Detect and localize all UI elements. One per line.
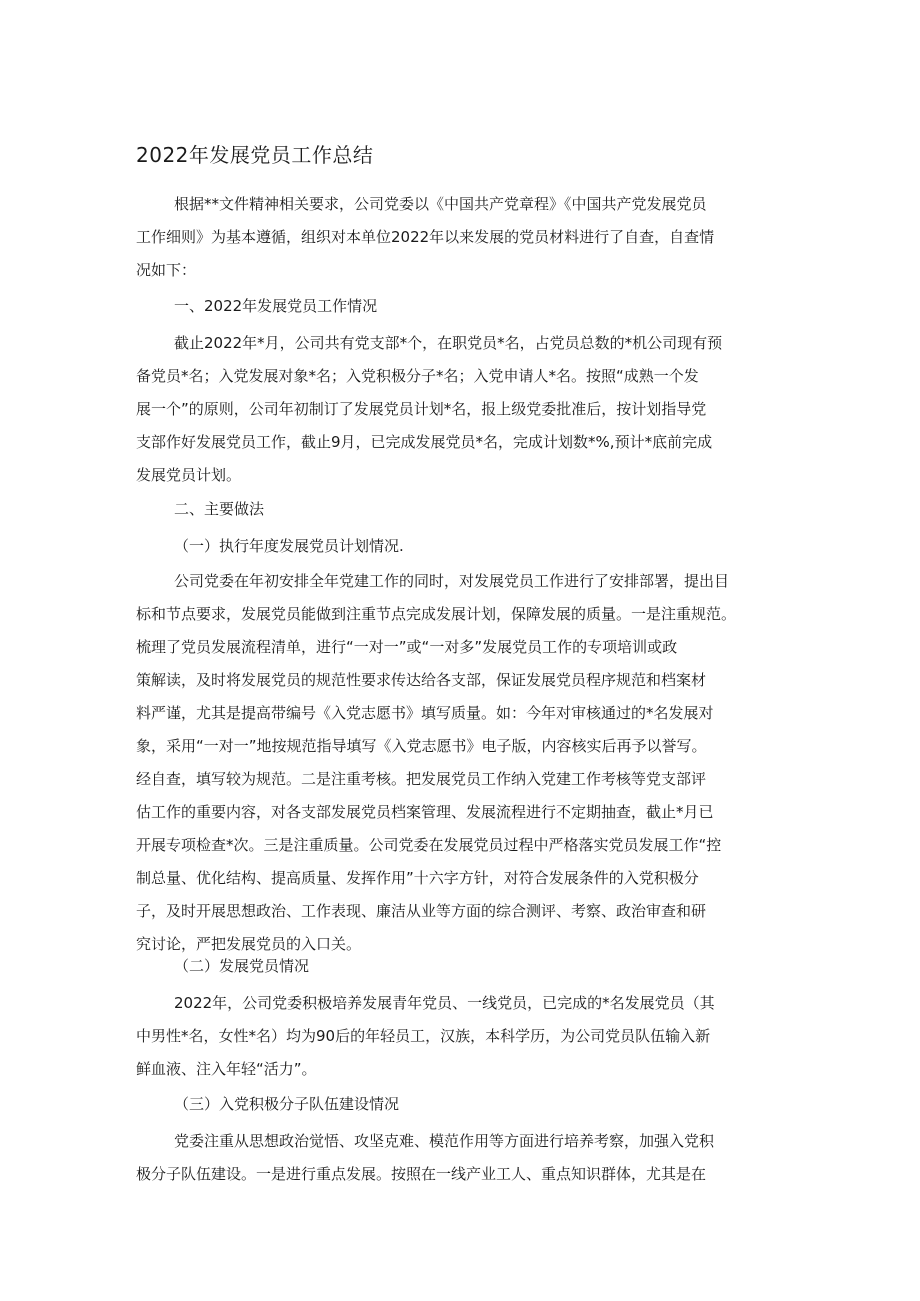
text-line: 鲜血液、注入年轻“活力”。 <box>136 1060 317 1078</box>
section-heading-1 <box>136 290 788 323</box>
text-line: 公司党委在年初安排全年党建工作的同时，对发展党员工作进行了安排部署，提出目 <box>174 572 730 590</box>
paragraph-plan <box>136 565 788 961</box>
text-line: 究讨论，严把发展党员的入口关。 <box>136 935 362 953</box>
paragraph-members <box>136 987 788 1086</box>
text-line: 展一个”的原则，公司年初制订了发展党员计划*名，报上级党委批准后，按计划指导党 <box>136 400 707 418</box>
text-line: 工作细则》为基本遵循，组织对本单位2022年以来发展的党员材料进行了自查，自查情 <box>136 228 715 246</box>
document-title: 2022年发展党员工作总结 <box>136 143 374 167</box>
heading-line: 一、2022年发展党员工作情况 <box>174 297 378 315</box>
text-line: 发展党员计划。 <box>136 466 242 484</box>
text-line: 根据**文件精神相关要求，公司党委以《中国共产党章程》《中国共产党发展党员 <box>174 195 707 213</box>
heading-line: （一）执行年度发展党员计划情况. <box>174 537 404 555</box>
text-line: 经自查，填写较为规范。二是注重考核。把发展党员工作纳入党建工作考核等党支部评 <box>136 770 707 788</box>
text-line: 党委注重从思想政治觉悟、攻坚克难、模范作用等方面进行培养考察，加强入党积 <box>174 1132 715 1150</box>
text-line: 截止2022年*月，公司共有党支部*个，在职党员*名，占党员总数的*机公司现有预 <box>174 334 723 352</box>
text-line: 象，采用“一对一”地按规范指导填写《入党志愿书》电子版，内容核实后再予以誉写。 <box>136 737 707 755</box>
text-line: 开展专项检查*次。三是注重质量。公司党委在发展党员过程中严格落实党员发展工作“控 <box>136 836 722 854</box>
text-line: 子，及时开展思想政治、工作表现、廉洁从业等方面的综合测评、考察、政治审查和研 <box>136 902 707 920</box>
text-line: 2022年，公司党委积极培养发展青年党员、一线党员，已完成的*名发展党员（其 <box>174 994 715 1012</box>
heading-line: 二、主要做法 <box>174 500 265 518</box>
text-line: 极分子队伍建设。一是进行重点发展。按照在一线产业工人、重点知识群体，尤其是在 <box>136 1165 707 1183</box>
paragraph-activists <box>136 1125 788 1191</box>
heading-line: （三）入党积极分子队伍建设情况 <box>174 1095 400 1113</box>
subsection-heading-2 <box>136 950 788 983</box>
subsection-heading-3 <box>136 1088 788 1121</box>
text-line: 制总量、优化结构、提高质量、发挥作用”十六字方针，对符合发展条件的入党积极分 <box>136 869 699 887</box>
text-line: 策解读，及时将发展党员的规范性要求传达给各支部，保证发展党员程序规范和档案材 <box>136 671 707 689</box>
text-line: 料严谨，尤其是提高带编号《入党志愿书》填写质量。如：今年对审核通过的*名发展对 <box>136 704 714 722</box>
text-line: 中男性*名，女性*名）均为90后的年轻员工，汉族，本科学历，为公司党员队伍输入新 <box>136 1027 711 1045</box>
paragraph-intro <box>136 188 788 287</box>
heading-line: （二）发展党员情况 <box>174 957 310 975</box>
section-heading-2 <box>136 493 788 526</box>
paragraph-situation <box>136 327 788 492</box>
text-line: 梳理了党员发展流程清单，进行“一对一”或“一对多”发展党员工作的专项培训或政 <box>136 638 678 656</box>
text-line: 备党员*名；入党发展对象*名；入党积极分子*名；入党申请人*名。按照“成熟一个发 <box>136 367 699 385</box>
text-line: 支部作好发展党员工作，截止9月，已完成发展党员*名，完成计划数*%,预计*底前完成 <box>136 433 713 451</box>
text-line: 况如下： <box>136 261 197 279</box>
text-line: 估工作的重要内容，对各支部发展党员档案管理、发展流程进行不定期抽查，截止*月已 <box>136 803 714 821</box>
text-line: 标和节点要求，发展党员能做到注重节点完成发展计划，保障发展的质量。一是注重规范。 <box>136 605 737 623</box>
subsection-heading-1 <box>136 530 788 563</box>
